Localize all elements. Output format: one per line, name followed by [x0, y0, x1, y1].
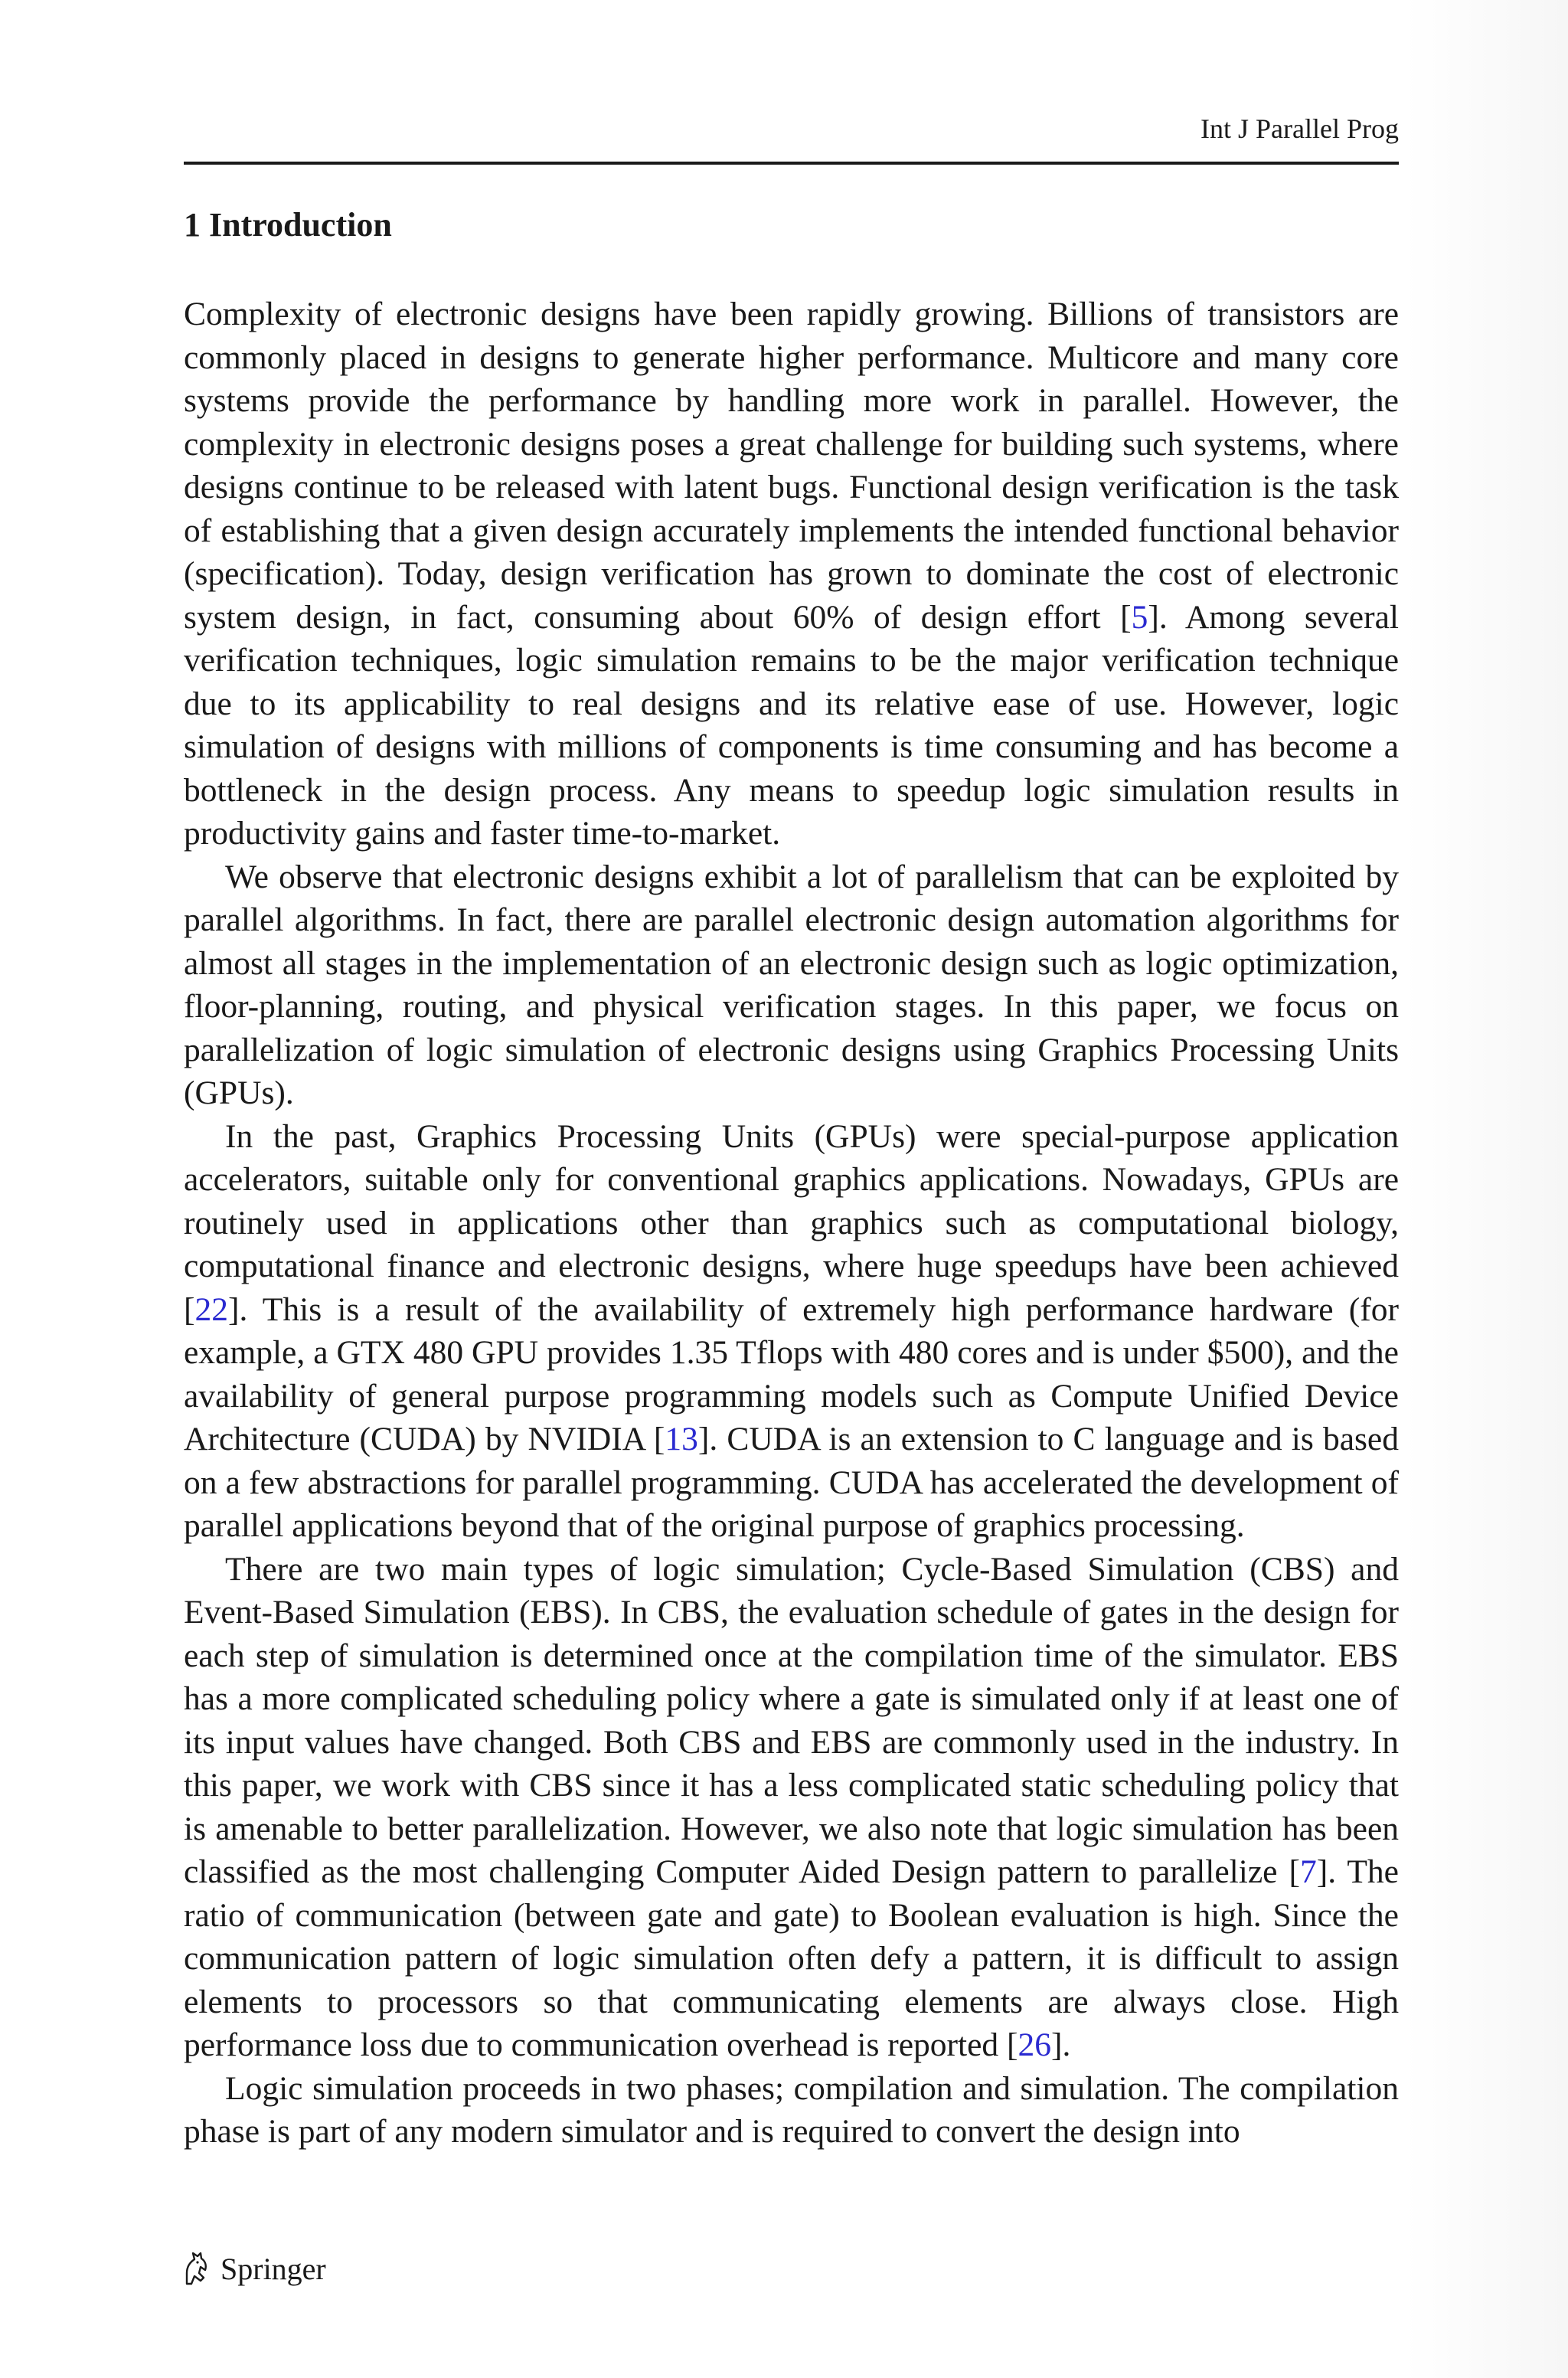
citation-link[interactable]: 5 — [1131, 598, 1148, 636]
body-text — [184, 293, 1399, 2154]
citation-link[interactable]: 26 — [1018, 2026, 1052, 2063]
publisher-footer — [181, 2250, 326, 2287]
citation-link[interactable]: 13 — [665, 1421, 698, 1457]
header-rule — [184, 162, 1399, 165]
citation-link[interactable]: 7 — [1299, 1853, 1317, 1890]
paragraph-2: We observe that electronic designs exhibit a lot of parallelism that can be exploited by parallel algorithms. In fact, there are parallel electronic design automation algorithms for almost all stages in the implementation of an electronic design such as logic optimization, floor-planning, routing, and physical verification stages. In this paper, we focus on parallelization of logic simulation of electronic designs using Graphics Processing Units (GPUs). — [184, 858, 1399, 1111]
scan-shading — [1405, 0, 1568, 2378]
section-title: 1 Introduction — [184, 206, 392, 244]
paragraph-4: There are two main types of logic simulation; Cycle-Based Simulation (CBS) and Event-Based Simulation (EBS). In CBS, the evaluation schedule of gates in the design for each step of simulation is determined once at the compilation time of the simulator. EBS has a more complicated scheduling policy where a gate is simulated only if at least one of its input values have changed. Both CBS and EBS are commonly used in the industry. In this paper, we work with CBS since it has a less complicated static scheduling policy that is amenable to better parallelization. However, we also note that logic simulation has been classified as the most challenging Computer Aided Design pattern to parallelize [7]. The ratio of communication (between gate and gate) to Boolean evaluation is high. Since the communication pattern of logic simulation often defy a pattern, it is difficult to assign elements to processors so that communicating elements are always close. High performance loss due to communication overhead is reported [26]. — [184, 1550, 1399, 2063]
paragraph-3: In the past, Graphics Processing Units (GPUs) were special-purpose application accelerators, suitable only for conventional graphics applications. Nowadays, GPUs are routinely used in applications other than graphics such as computational biology, computational finance and electronic designs, where huge speedups have been achieved [22]. This is a result of the availability of extremely high performance hardware (for example, a GTX 480 GPU provides 1.35 Tflops with 480 cores and is under $500), and the availability of general purpose programming models such as Compute Unified Device Architecture (CUDA) by NVIDIA [13]. CUDA is an extension to C language and is based on a few abstractions for parallel programming. CUDA has accelerated the development of parallel applications beyond that of the original purpose of graphics processing. — [184, 1117, 1399, 1544]
citation-link[interactable]: 22 — [194, 1290, 228, 1328]
publisher-name: Springer — [220, 2251, 326, 2286]
running-head: Int J Parallel Prog — [1200, 113, 1399, 144]
paragraph-1: Complexity of electronic designs have been rapidly growing. Billions of transistors are commonly placed in designs to generate higher performance. Multicore and many core systems provide the performance by handling more work in parallel. However, the complexity in electronic designs poses a great challenge for building such systems, where designs continue to be released with latent bugs. Functional design verification is the task of establishing that a given design accurately implements the intended functional behavior (specification). Today, design verification has grown to dominate the cost of electronic system design, in fact, consuming about 60% of design effort [5]. Among several verification techniques, logic simulation remains to be the major verification technique due to its applicability to real designs and its relative ease of use. However, logic simulation of designs with millions of components is time consuming and has become a bottleneck in the design process. Any means to speedup logic simulation results in productivity gains and faster time-to-market. — [184, 296, 1399, 852]
paragraph-5: Logic simulation proceeds in two phases; compilation and simulation. The compilation phase is part of any modern simulator and is required to convert the design into — [184, 2069, 1399, 2150]
springer-horse-icon — [181, 2250, 211, 2287]
